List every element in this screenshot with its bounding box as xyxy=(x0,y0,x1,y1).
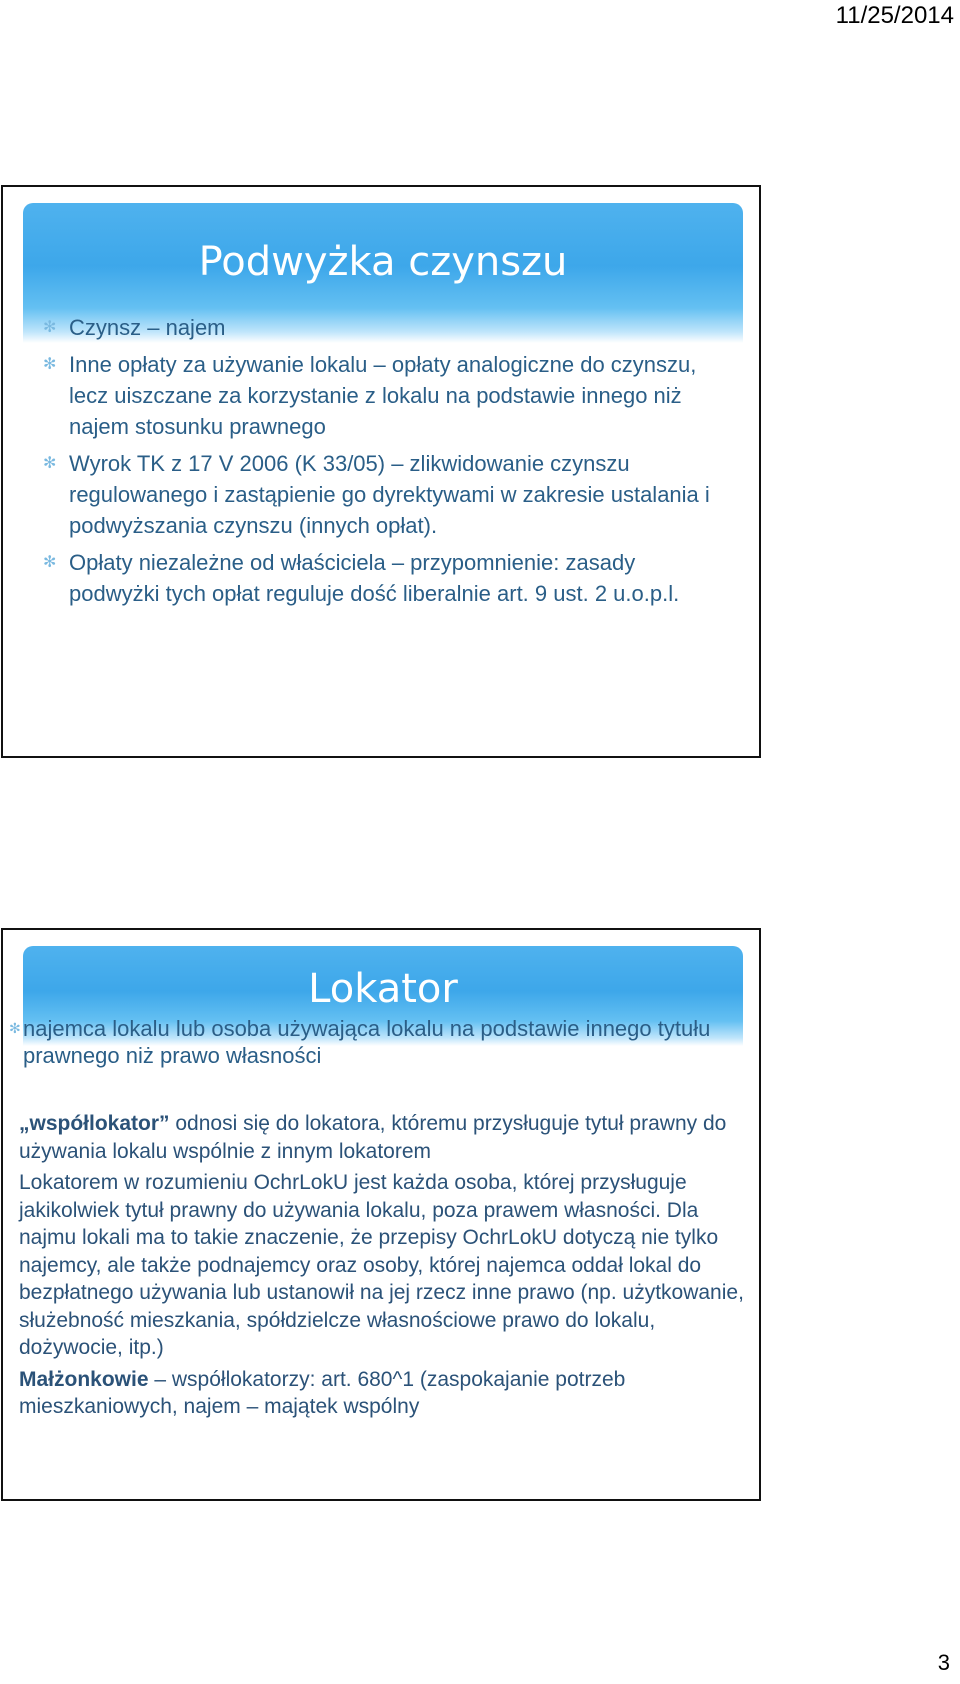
list-item xyxy=(43,448,729,541)
paragraph-text: odnosi się do lokatora, któremu przysługuje tytuł prawny do używania lokalu wspólnie z innym lokatorem xyxy=(19,1112,727,1163)
paragraph-wspollokator xyxy=(19,1110,749,1165)
term-wspollokator: „współlokator” xyxy=(19,1112,170,1135)
bullet-text: Czynsz – najem xyxy=(69,315,226,340)
definition-text-content: najemca lokalu lub osoba używająca lokalu na podstawie innego tytułu prawnego niż prawo własności xyxy=(23,1016,711,1068)
definition-text xyxy=(9,1015,731,1069)
asterisk-bullet-icon: ✻ xyxy=(43,554,57,571)
list-item xyxy=(43,349,729,442)
term-malzonkowie: Małżonkowie xyxy=(19,1367,149,1391)
asterisk-bullet-icon: ✻ xyxy=(43,356,57,373)
slide-title: Podwyżka czynszu xyxy=(198,239,568,285)
list-item xyxy=(43,547,729,609)
list-item xyxy=(43,312,729,343)
slide-lokator xyxy=(1,928,761,1501)
asterisk-bullet-icon: ✻ xyxy=(9,1020,21,1036)
bullet-text: Opłaty niezależne od właściciela – przypomnienie: zasady podwyżki tych opłat reguluje dość liberalnie art. 9 ust. 2 u.o.p.l. xyxy=(69,550,680,606)
bullet-text: Wyrok TK z 17 V 2006 (K 33/05) – zlikwidowanie czynszu regulowanego i zastąpienie go dyrektywami w zakresie ustalania i podwyższania czynszu (innych opłat). xyxy=(69,451,710,538)
bullet-text: Inne opłaty za używanie lokalu – opłaty analogiczne do czynszu, lecz uiszczane za korzystanie z lokalu na podstawie innego niż najem stosunku prawnego xyxy=(69,352,697,439)
asterisk-bullet-icon: ✻ xyxy=(43,319,57,336)
page-number: 3 xyxy=(937,1650,950,1675)
body-text xyxy=(19,1110,749,1425)
slide-podwyzka-czynszu xyxy=(1,185,761,758)
slide-title: Lokator xyxy=(308,966,458,1012)
paragraph-text: – współlokatorzy: art. 680^1 (zaspokajanie potrzeb mieszkaniowych, najem – majątek wspólny xyxy=(19,1367,626,1418)
bullet-list xyxy=(43,312,729,615)
paragraph-ochrloku: Lokatorem w rozumieniu OchrLokU jest każda osoba, której przysługuje jakikolwiek tytuł prawny do używania lokalu, poza prawem własności. Dla najmu lokali ma to takie znaczenie, że przepisy OchrLokU dotyczą nie tylko najemcy, ale także podnajemcy oraz osoby, której najemca oddał lokal do bezpłatnego używania lub ustanowił na jej rzecz inne prawo (np. użytkowanie, służebność mieszkania, spółdzielcze własnościowe prawo do lokalu, dożywocie, itp.) xyxy=(19,1171,744,1359)
print-date: 11/25/2014 xyxy=(835,2,954,29)
asterisk-bullet-icon: ✻ xyxy=(43,455,57,472)
paragraph-malzonkowie xyxy=(19,1366,749,1421)
